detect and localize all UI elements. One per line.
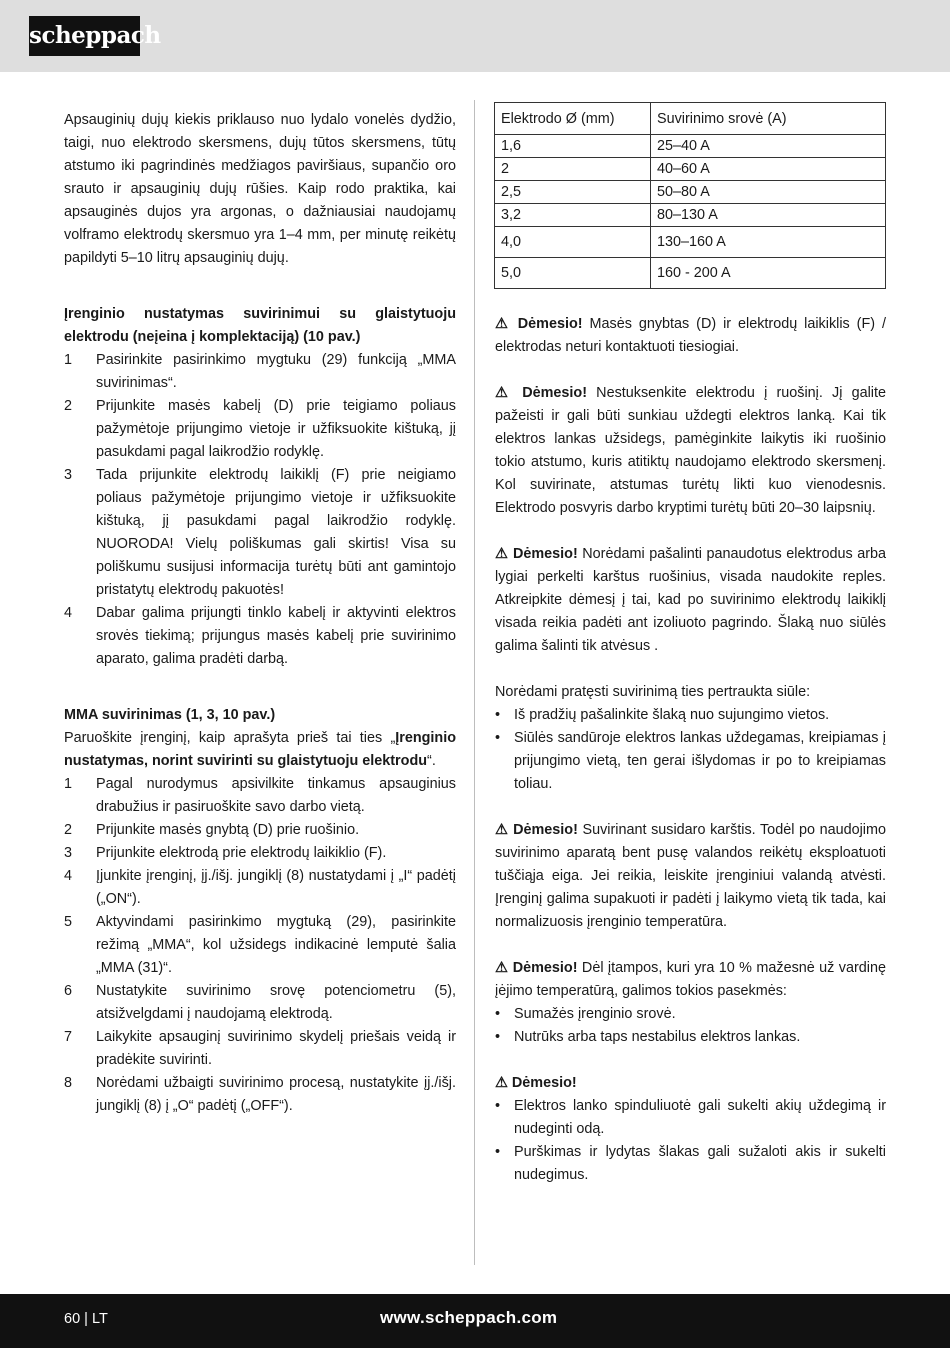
table-cell: 50–80 A — [651, 181, 886, 204]
table-row — [495, 135, 886, 158]
list-item: 1 Pagal nurodymus apsivilkite tinkamus apsauginius drabužius ir pasiruoškite savo darbo vietą. — [64, 776, 456, 815]
brand-logo: scheppach — [29, 16, 140, 56]
warning-note: ⚠ Dėmesio! Masės gnybtas (D) ir elektrodų laikiklis (F) / elektrodas neturi kontaktuoti tiesiogiai. — [495, 316, 886, 355]
list-item: • Siūlės sandūroje elektros lankas uždegamas, kreipiamas į prijungimo vietą, ten gerai išlydomas ir po to kreipiamas toliau. — [495, 730, 886, 792]
list-item: 1 Pasirinkite pasirinkimo mygtuku (29) funkciją „MMA suvirinimas“. — [64, 352, 456, 391]
table-cell: 2 — [495, 158, 651, 181]
list-item: • Iš pradžių pašalinkite šlaką nuo sujungimo vietos. — [495, 707, 830, 723]
electrode-current-table — [494, 102, 886, 289]
mma-intro: Paruoškite įrenginį, kaip aprašyta prieš tai ties „Įrenginio nustatymas, norint suvirinti su glaistytuoju elektrodu“. — [64, 730, 456, 769]
section-heading-setup: Įrenginio nustatymas suvirinimui su glaistytuoju elektrodu (neįeina į komplektaciją) (10 pav.) — [64, 306, 456, 345]
warning-note: ⚠ Dėmesio! Suvirinant susidaro karštis. Todėl po naudojimo suvirinimo aparatą bent pusę valandos reikėtų eksploatuoti tuščiąja eiga. Jei reikia, leiskite įrenginiui valandą atvėsti. Įrenginį galima supakuoti ir padėti į laikymo vietą tik tada, kai normalizuosis įrenginio temperatūra. — [495, 822, 886, 930]
table-header-cell: Elektrodo Ø (mm) — [495, 103, 651, 135]
warning-icon: ⚠ Dėmesio! — [495, 316, 583, 332]
list-item: 3 Prijunkite elektrodą prie elektrodų laikiklio (F). — [64, 845, 387, 861]
table-cell: 2,5 — [495, 181, 651, 204]
left-column — [64, 109, 456, 1118]
list-item: 3 Tada prijunkite elektrodų laikiklį (F) prie neigiamo poliaus pažymėtoje prijungimo vietoje ir užfiksuokite kištuką, jį pasukdami pagal laikrodžio rodyklę. NUORODA! Vielų poliškumas gali skirtis! Visa su poliškumu susijusi informacija turėtų būti ant gamintojo pristatytų elektrodų pakuotės! — [64, 467, 456, 598]
right-column — [495, 313, 886, 1187]
page-header — [0, 0, 950, 72]
continue-intro: Norėdami pratęsti suvirinimą ties pertraukta siūle: — [495, 684, 811, 700]
list-item: 5 Aktyvindami pasirinkimo mygtuką (29), pasirinkite režimą „MMA“, kol užsidegs indikacinė lemputė šalia „MMA (31)“. — [64, 914, 456, 976]
warning-note — [495, 1072, 886, 1095]
website-link[interactable]: www.scheppach.com — [380, 1308, 558, 1327]
table-cell: 40–60 A — [651, 158, 886, 181]
table-header-cell: Suvirinimo srovė (A) — [651, 103, 886, 135]
warning-icon: ⚠ Dėmesio! — [495, 385, 588, 401]
warning-icon: ⚠ Dėmesio! — [495, 960, 578, 976]
table-row — [495, 158, 886, 181]
warning-note: ⚠ Dėmesio! Dėl įtampos, kuri yra 10 % mažesnė už vardinę įėjimo temperatūrą, galimos tokios pasekmės: — [495, 960, 886, 999]
intro-paragraph: Apsauginių dujų kiekis priklauso nuo lydalo vonelės dydžio, taigi, nuo elektrodo skersmens, dujų tūtos skersmens, tūtų atstumo iki pagrindinės medžiagos paviršiaus, supančio oro srauto ir apsauginių dujų rūšies. Kaip rodo praktika, kai apsauginės dujos yra argonas, o dažniausiai naudojamų volframo elektrodų skersmuo yra 1–4 mm, per minutę reikėtų papildyti 5–10 litrų apsauginių dujų. — [64, 112, 456, 266]
column-divider — [474, 100, 475, 1265]
list-item: 6 Nustatykite suvirinimo srovę potenciometru (5), atsižvelgdami į naudojamą elektrodą. — [64, 983, 456, 1022]
warning-note: ⚠ Dėmesio! Nestuksenkite elektrodu į ruošinį. Jį galite pažeisti ir gali būti sunkiau uždegti elektros lanką. Kai tik elektros lankas užsidegs, pamėginkite laikytis iki ruošinio tokio atstumo, kuris atitiktų naudojamo elektrodo skersmenį. Kol suvirinate, atstumas turėtų likti kuo vienodesnis. Elektrodo posvyris darbo kryptimi turėtų būti 20–30 laipsnių. — [495, 385, 886, 516]
page-footer — [0, 1294, 950, 1348]
continue-list — [495, 704, 886, 796]
list-item: 2 Prijunkite masės kabelį (D) prie teigiamo poliaus pažymėtoje prijungimo vietoje ir užfiksuokite kištuką, jį pasukdami pagal laikrodžio rodyklę. — [64, 398, 456, 460]
mma-steps — [64, 773, 456, 1118]
voltage-consequences-list — [495, 1003, 886, 1049]
section-heading-mma: MMA suvirinimas (1, 3, 10 pav.) — [64, 707, 276, 723]
table-row — [495, 227, 886, 258]
list-item: • Purškimas ir lydytas šlakas gali sužaloti akis ir sukelti nudegimus. — [495, 1144, 886, 1183]
table-cell: 25–40 A — [651, 135, 886, 158]
table-cell: 130–160 A — [651, 227, 886, 258]
list-item: 2 Prijunkite masės gnybtą (D) prie ruošinio. — [64, 822, 360, 838]
warning-icon: ⚠ Dėmesio! — [495, 822, 578, 838]
list-item: • Nutrūks arba taps nestabilus elektros lankas. — [495, 1029, 801, 1045]
table-row — [495, 204, 886, 227]
hazard-list — [495, 1095, 886, 1187]
page-number: 60 | LT — [64, 1311, 108, 1327]
list-item: 7 Laikykite apsauginį suvirinimo skydelį priešais veidą ir pradėkite suvirinti. — [64, 1029, 456, 1068]
table-cell: 80–130 A — [651, 204, 886, 227]
warning-icon: ⚠ Dėmesio! — [495, 546, 578, 562]
list-item: 4 Dabar galima prijungti tinklo kabelį ir aktyvinti elektros srovės tiekimą; prijungus masės kabelį prie suvirinimo aparato, galima pradėti darbą. — [64, 605, 456, 667]
setup-steps — [64, 349, 456, 671]
warning-note: ⚠ Dėmesio! Norėdami pašalinti panaudotus elektrodus arba lygiai perkelti karštus ruošinius, visada naudokite reples. Atkreipkite dėmesį į tai, kad po suvirinimo elektrodų laikiklį visada reikia padėti ant izoliuoto pagrindo. Šlaką nuo siūlės galima šalinti tik atvėsus . — [495, 546, 886, 654]
list-item: 4 Įjunkite įrenginį, įj./išj. jungiklį (8) nustatydami į „I“ padėtį („ON“). — [64, 868, 456, 907]
table-cell: 4,0 — [495, 227, 651, 258]
table-row — [495, 181, 886, 204]
list-item: • Sumažės įrenginio srovė. — [495, 1006, 676, 1022]
list-item: 8 Norėdami užbaigti suvirinimo procesą, nustatykite įj./išj. jungiklį (8) į „O“ padėtį („OFF“). — [64, 1075, 456, 1114]
table-cell: 160 - 200 A — [651, 258, 886, 289]
table-row — [495, 258, 886, 289]
table-cell: 5,0 — [495, 258, 651, 289]
table-cell: 3,2 — [495, 204, 651, 227]
list-item: • Elektros lanko spinduliuotė gali sukelti akių uždegimą ir nudeginti odą. — [495, 1098, 886, 1137]
table-cell: 1,6 — [495, 135, 651, 158]
warning-icon: ⚠ Dėmesio! — [495, 1075, 577, 1091]
table-header-row — [495, 103, 886, 135]
